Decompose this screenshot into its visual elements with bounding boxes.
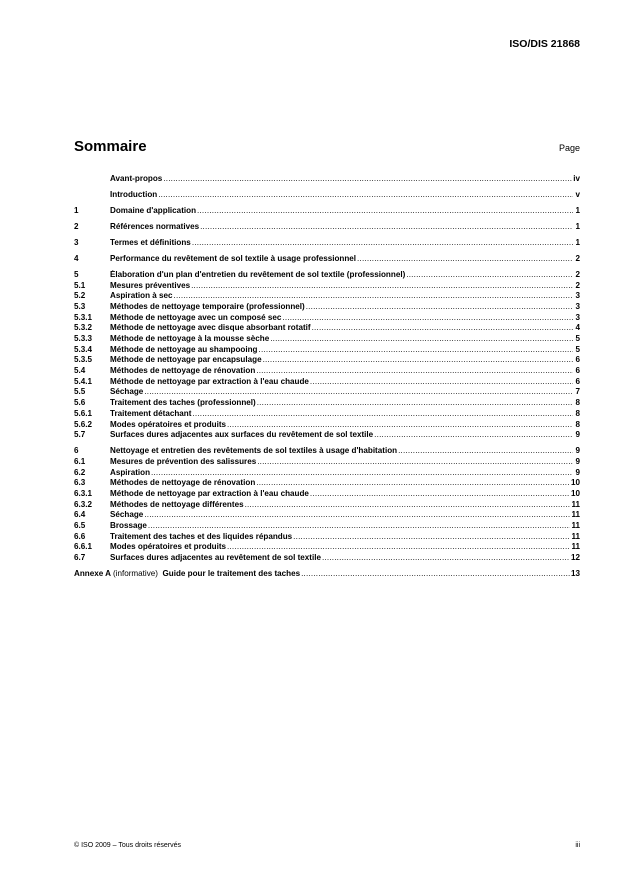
toc-entry[interactable] [74, 313, 580, 324]
toc-entry-number: 5.3.3 [74, 334, 93, 344]
dot-leader [200, 222, 573, 233]
toc-entry-title: Élaboration d'un plan d'entretien du revêtement de sol textile (professionnel) [110, 269, 406, 279]
toc-entry[interactable] [74, 478, 580, 489]
toc-entry-number: 6.2 [74, 467, 86, 477]
toc-entry[interactable] [74, 334, 580, 345]
dot-leader [227, 420, 573, 431]
toc-entry[interactable] [74, 398, 580, 409]
toc-entry-page: 11 [571, 521, 580, 531]
toc-entry-page: 1 [575, 205, 580, 215]
toc-title: Sommaire [74, 138, 147, 155]
toc-entry-number: 6.1 [74, 456, 86, 466]
toc-entry-page: 8 [575, 398, 580, 408]
table-of-contents [74, 174, 580, 580]
dot-leader [163, 174, 572, 185]
toc-entry-title: Traitement des taches (professionnel) [110, 398, 256, 408]
toc-entry-title: Méthode de nettoyage par extraction à l'eau chaude [110, 488, 309, 498]
toc-entry-page: 8 [575, 419, 580, 429]
toc-entry-page: 10 [570, 488, 580, 498]
toc-entry[interactable] [74, 457, 580, 468]
toc-annex-title: Guide pour le traitement des taches [162, 569, 301, 579]
toc-entry-page: 2 [575, 269, 580, 279]
toc-annex-title-group [74, 569, 300, 580]
toc-entry-title: Méthode de nettoyage au shampooing [110, 344, 258, 354]
toc-entry-page: v [575, 189, 580, 199]
toc-entry[interactable] [74, 222, 580, 233]
toc-entry-page: 3 [575, 291, 580, 301]
toc-page-label: Page [558, 143, 580, 153]
toc-entry[interactable] [74, 377, 580, 388]
toc-entry-title: Traitement des taches et des liquides répandus [110, 531, 293, 541]
dot-leader [406, 270, 573, 281]
toc-entry-number: 6.6 [74, 531, 86, 541]
dot-leader [374, 430, 573, 441]
toc-entry-page: 3 [575, 301, 580, 311]
toc-entry-title: Traitement détachant [110, 408, 192, 418]
toc-entry-number: 5.6.2 [74, 419, 93, 429]
toc-entry-page: 9 [575, 467, 580, 477]
dot-leader [144, 510, 570, 521]
toc-entry-number: 5.4 [74, 366, 86, 376]
toc-entry[interactable] [74, 553, 580, 564]
toc-entry[interactable] [74, 468, 580, 479]
toc-entry[interactable] [74, 190, 580, 201]
toc-entry-title: Méthode de nettoyage avec un composé sec [110, 312, 282, 322]
toc-entry-title: Méthode de nettoyage par extraction à l'eau chaude [110, 376, 309, 386]
toc-entry-number: 6 [74, 446, 79, 456]
toc-entry[interactable] [74, 174, 580, 185]
toc-entry[interactable] [74, 238, 580, 249]
toc-entry-page: 10 [570, 478, 580, 488]
dot-leader [192, 238, 573, 249]
toc-entry-number: 4 [74, 253, 79, 263]
toc-entry[interactable] [74, 345, 580, 356]
dot-leader [148, 521, 571, 532]
toc-entry-title: Aspiration à sec [110, 291, 173, 301]
toc-entry-title: Performance du revêtement de sol textile à usage professionnel [110, 253, 357, 263]
toc-entry[interactable] [74, 446, 580, 457]
toc-annex-entry[interactable] [74, 569, 580, 580]
toc-entry[interactable] [74, 366, 580, 377]
toc-entry[interactable] [74, 291, 580, 302]
toc-entry-title: Méthodes de nettoyage différentes [110, 499, 244, 509]
dot-leader [256, 478, 570, 489]
dot-leader [398, 446, 573, 457]
dot-leader [191, 281, 573, 292]
dot-leader [357, 254, 573, 265]
toc-entry-page: 3 [575, 312, 580, 322]
dot-leader [322, 553, 570, 564]
dot-leader [151, 468, 573, 479]
toc-entry-number: 3 [74, 237, 79, 247]
dot-leader [263, 355, 573, 366]
toc-entry-title: Méthode de nettoyage par encapsulage [110, 355, 262, 365]
copyright-notice: © ISO 2009 – Tous droits réservés [74, 842, 181, 849]
dot-leader [306, 302, 573, 313]
toc-entry[interactable] [74, 270, 580, 281]
toc-entry-number: 6.7 [74, 553, 86, 563]
toc-annex-label: Annexe A [74, 569, 111, 579]
dot-leader [259, 345, 574, 356]
toc-entry-page: 7 [575, 387, 580, 397]
toc-entry-title: Introduction [110, 189, 158, 199]
dot-leader [144, 387, 573, 398]
dot-leader [301, 569, 570, 580]
page-number: iii [575, 842, 580, 849]
toc-entry-page: 9 [575, 430, 580, 440]
dot-leader [310, 489, 570, 500]
toc-entry-number: 5.6 [74, 398, 86, 408]
toc-entry-title: Aspiration [110, 467, 151, 477]
dot-leader [270, 334, 573, 345]
toc-entry[interactable] [74, 254, 580, 265]
dot-leader [197, 206, 573, 217]
page-footer [74, 842, 580, 849]
toc-entry-title: Méthodes de nettoyage de rénovation [110, 366, 256, 376]
toc-entry-page: 11 [571, 542, 580, 552]
toc-entry[interactable] [74, 281, 580, 292]
document-id: ISO/DIS 21868 [509, 38, 580, 50]
toc-entry-page: 6 [575, 355, 580, 365]
toc-entry-title: Mesures préventives [110, 280, 191, 290]
dot-leader [227, 542, 570, 553]
toc-entry[interactable] [74, 323, 580, 334]
toc-entry-page: 1 [575, 221, 580, 231]
toc-entry-number: 5.3.2 [74, 323, 93, 333]
toc-entry-title: Nettoyage et entretien des revêtements de sol textiles à usage d'habitation [110, 446, 398, 456]
toc-entry[interactable] [74, 430, 580, 441]
toc-entry[interactable] [74, 532, 580, 543]
toc-entry-number: 6.3.1 [74, 488, 93, 498]
toc-entry-number: 5.5 [74, 387, 86, 397]
toc-entry[interactable] [74, 302, 580, 313]
toc-entry-title: Séchage [110, 510, 144, 520]
toc-entry-title: Méthodes de nettoyage de rénovation [110, 478, 256, 488]
toc-entry-number: 5.2 [74, 291, 86, 301]
toc-entry-title: Mesures de prévention des salissures [110, 456, 257, 466]
toc-entry-number: 1 [74, 205, 79, 215]
toc-entry-number: 5.4.1 [74, 376, 93, 386]
toc-entry-title: Surfaces dures adjacentes au revêtement de sol textile [110, 553, 321, 563]
toc-entry-page: 9 [575, 446, 580, 456]
toc-entry-page: iv [573, 174, 580, 183]
toc-entry-page: 12 [570, 553, 580, 563]
toc-annex-note: (informative) [112, 569, 158, 579]
dot-leader [310, 377, 573, 388]
toc-entry-number: 5.7 [74, 430, 86, 440]
dot-leader [257, 457, 573, 468]
toc-entry-page: 2 [575, 280, 580, 290]
toc-entry-title: Méthode de nettoyage à la mousse sèche [110, 334, 270, 344]
toc-heading [74, 138, 580, 155]
toc-entry-number: 5 [74, 269, 79, 279]
dot-leader [245, 500, 571, 511]
toc-entry-number: 5.3.5 [74, 355, 93, 365]
toc-entry-page: 2 [575, 253, 580, 263]
toc-entry[interactable] [74, 409, 580, 420]
toc-entry-number: 5.3.4 [74, 344, 93, 354]
toc-entry-number: 5.3 [74, 301, 86, 311]
toc-entry-title: Domaine d'application [110, 205, 197, 215]
toc-entry-title: Brossage [110, 521, 147, 531]
dot-leader [257, 398, 573, 409]
toc-entry-title: Modes opératoires et produits [110, 542, 227, 552]
dot-leader [282, 313, 573, 324]
toc-entry[interactable] [74, 206, 580, 217]
toc-entry-page: 5 [575, 334, 580, 344]
toc-entry-title: Méthodes de nettoyage temporaire (professionnel) [110, 301, 305, 311]
dot-leader [158, 190, 573, 201]
dot-leader [312, 323, 573, 334]
toc-entry-title: Méthode de nettoyage avec disque absorbant rotatif [110, 323, 311, 333]
toc-entry-title: Modes opératoires et produits [110, 419, 227, 429]
toc-entry-page: 1 [575, 237, 580, 247]
toc-entry[interactable] [74, 500, 580, 511]
toc-entry-page: 11 [571, 499, 580, 509]
toc-entry-page: 8 [575, 408, 580, 418]
toc-entry-page: 6 [575, 366, 580, 376]
toc-entry-number: 5.6.1 [74, 408, 93, 418]
toc-annex-page: 13 [570, 569, 580, 579]
dot-leader [293, 532, 570, 543]
toc-entry-page: 5 [575, 344, 580, 354]
dot-leader [256, 366, 573, 377]
toc-entry-number: 5.3.1 [74, 312, 93, 322]
toc-entry-page: 4 [575, 323, 580, 333]
toc-entry[interactable] [74, 355, 580, 366]
dot-leader [192, 409, 573, 420]
toc-entry-number: 5.1 [74, 280, 86, 290]
toc-entry-number: 6.3.2 [74, 499, 93, 509]
toc-entry[interactable] [74, 387, 580, 398]
toc-entry-number: 6.4 [74, 510, 86, 520]
toc-entry-title: Séchage [110, 387, 144, 397]
toc-entry[interactable] [74, 510, 580, 521]
toc-entry-title: Références normatives [110, 221, 200, 231]
toc-entry-page: 9 [575, 456, 580, 466]
toc-entry[interactable] [74, 521, 580, 532]
toc-entry-number: 6.6.1 [74, 542, 93, 552]
toc-entry[interactable] [74, 489, 580, 500]
toc-entry-page: 11 [571, 531, 580, 541]
toc-entry-title: Surfaces dures adjacentes aux surfaces du revêtement de sol textile [110, 430, 374, 440]
toc-entry-number: 6.5 [74, 521, 86, 531]
toc-entry-page: 6 [575, 376, 580, 386]
toc-entry-number: 2 [74, 221, 79, 231]
toc-entry[interactable] [74, 542, 580, 553]
toc-entry-number: 6.3 [74, 478, 86, 488]
toc-entry-page: 11 [571, 510, 580, 520]
toc-entry[interactable] [74, 420, 580, 431]
toc-entry-title: Termes et définitions [110, 237, 191, 247]
toc-entry-title: Avant-propos [110, 174, 163, 183]
dot-leader [174, 291, 573, 302]
